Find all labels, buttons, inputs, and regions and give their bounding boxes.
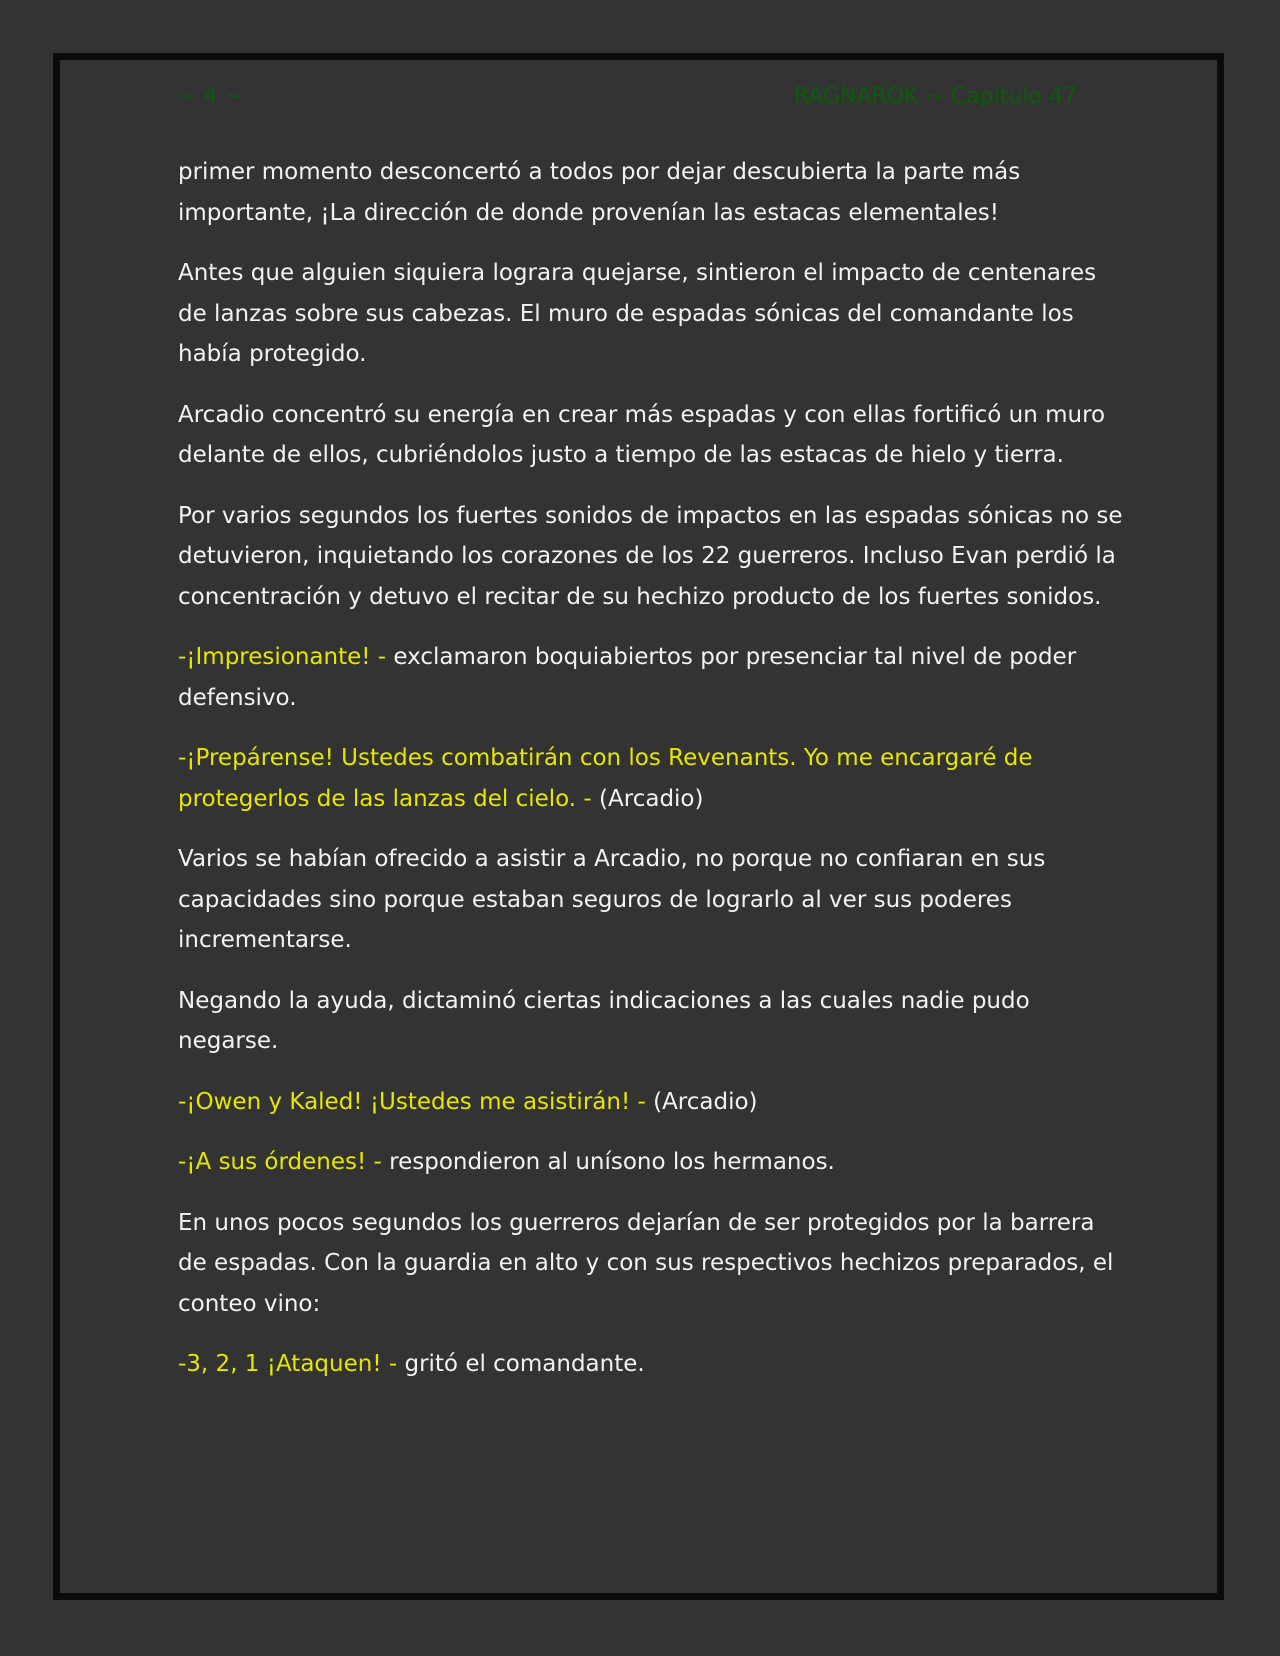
narration: En unos pocos segundos los guerreros dejarían de ser protegidos por la barrera de espadas. Con la guardia en alto y con sus respectivos hechizos preparados, el conteo vino: (178, 1209, 1114, 1317)
narration: Negando la ayuda, dictaminó ciertas indicaciones a las cuales nadie pudo negarse. (178, 987, 1030, 1054)
paragraph (178, 637, 1128, 718)
page-number: ~ 4 ~ (178, 84, 243, 109)
paragraph (178, 981, 1128, 1062)
dialogue: -3, 2, 1 ¡Ataquen! - (178, 1351, 398, 1377)
paragraph (178, 1082, 1128, 1123)
narration: Arcadio concentró su energía en crear más espadas y con ellas fortificó un muro delante de ellos, cubriéndolos justo a tiempo de las estacas de hielo y tierra. (178, 401, 1106, 468)
page-header (178, 84, 1077, 120)
paragraph (178, 1344, 1128, 1385)
paragraph (178, 253, 1128, 375)
dialogue: -¡A sus órdenes! - (178, 1149, 382, 1175)
paragraph (178, 839, 1128, 961)
paragraph (178, 1203, 1128, 1325)
dialogue: -¡Prepárense! Ustedes combatirán con los Revenants. Yo me encargaré de protegerlos de las lanzas del cielo. - (178, 745, 1033, 812)
paragraph (178, 496, 1128, 618)
paragraph (178, 1142, 1128, 1183)
narration: primer momento desconcertó a todos por dejar descubierta la parte más importante, ¡La dirección de donde provenían las estacas elementales! (178, 159, 1021, 226)
narration: gritó el comandante. (397, 1351, 645, 1377)
dialogue: -¡Owen y Kaled! ¡Ustedes me asistirán! - (178, 1088, 646, 1115)
narration: exclamaron boquiabiertos por presenciar tal nivel de poder defensivo. (178, 644, 1077, 711)
dialogue: -¡Impresionante! - (178, 644, 387, 670)
narration: respondieron al unísono los hermanos. (381, 1149, 835, 1175)
narration: Varios se habían ofrecido a asistir a Arcadio, no porque no confiaran en sus capacidades sino porque estaban seguros de lograrlo al ver sus poderes incrementarse. (178, 846, 1046, 953)
running-title: RAGNAROK ~ Capítulo 47 (793, 84, 1077, 109)
paragraph (178, 738, 1128, 819)
paragraph (178, 152, 1128, 233)
book-page (53, 53, 1224, 1600)
narration: (Arcadio) (591, 785, 704, 812)
chapter-body (178, 152, 1128, 1405)
narration: Antes que alguien siquiera lograra quejarse, sintieron el impacto de centenares de lanzas sobre sus cabezas. El muro de espadas sónicas del comandante los había protegido. (178, 260, 1097, 367)
narration: Por varios segundos los fuertes sonidos de impactos en las espadas sónicas no se detuvieron, inquietando los corazones de los 22 guerreros. Incluso Evan perdió la concentración y detuvo el recitar de su hechizo producto de los fuertes sonidos. (178, 502, 1123, 610)
narration: (Arcadio) (645, 1088, 758, 1115)
paragraph (178, 395, 1128, 476)
